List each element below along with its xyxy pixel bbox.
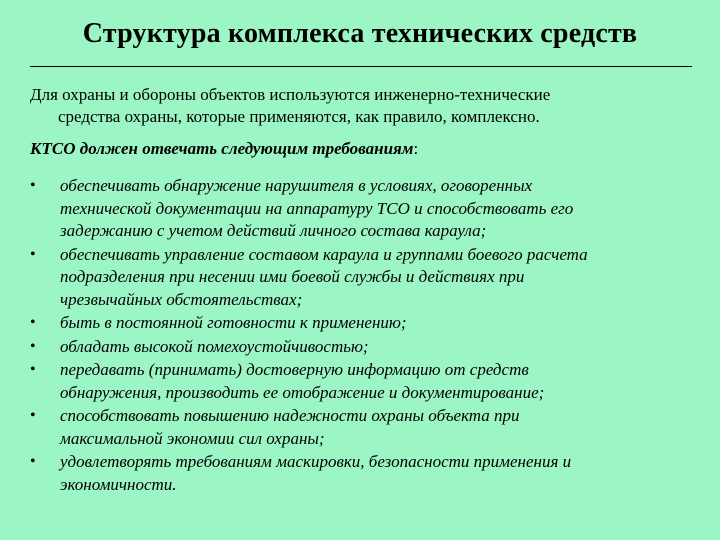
list-item-line: быть в постоянной готовности к применению;: [60, 313, 407, 332]
bullet-icon: •: [30, 337, 36, 355]
list-item-line: обладать высокой помехоустойчивостью;: [60, 336, 369, 356]
bullet-icon: •: [30, 245, 36, 263]
list-item-line: обеспечивать обнаружение нарушителя в условиях, оговоренных: [60, 176, 533, 195]
list-item-line: способствовать повышению надежности охраны объекта при: [60, 406, 520, 425]
list-item-line: обеспечивать управление составом караула и группами боевого расчета: [60, 244, 588, 264]
list-item: [30, 359, 700, 404]
requirements-heading-colon: :: [413, 139, 419, 158]
bullet-icon: •: [30, 407, 36, 424]
intro-line: Для охраны и обороны объектов используются инженерно-технические: [30, 85, 551, 104]
list-item: [30, 405, 700, 450]
list-item-line: задержанию с учетом действий личного состава караула;: [60, 221, 487, 240]
list-item: [30, 336, 700, 359]
list-item-line: максимальной экономии сил охраны;: [60, 428, 325, 448]
list-item: [30, 312, 700, 335]
list-item-line: подразделения при несении ими боевой службы и действиях при: [60, 267, 525, 286]
list-item-line: чрезвычайных обстоятельствах;: [60, 289, 303, 309]
list-item: [30, 244, 700, 312]
bullet-icon: •: [30, 453, 36, 470]
requirements-list: [30, 175, 700, 497]
bullet-icon: •: [30, 361, 36, 378]
intro-paragraph: [30, 84, 690, 128]
list-item: [30, 175, 700, 243]
list-item-line: обнаружения, производить ее отображение и документирование;: [60, 382, 545, 402]
requirements-heading-text: КТСО должен отвечать следующим требованиям: [30, 139, 414, 158]
list-item: [30, 451, 700, 496]
bullet-icon: •: [30, 314, 36, 331]
list-item-line: экономичности.: [60, 474, 177, 494]
list-item-line: передавать (принимать) достоверную информацию от средств: [60, 360, 529, 379]
bullet-icon: •: [30, 177, 36, 194]
list-item-line: удовлетворять требованиям маскировки, безопасности применения и: [60, 452, 572, 471]
list-item-line: технической документации на аппаратуру ТСО и способствовать его: [60, 198, 574, 218]
title-divider: [30, 66, 692, 67]
requirements-heading: [30, 138, 418, 160]
slide-title: Структура комплекса технических средств: [82, 18, 638, 49]
intro-line: средства охраны, которые применяются, как правило, комплексно.: [58, 107, 540, 126]
